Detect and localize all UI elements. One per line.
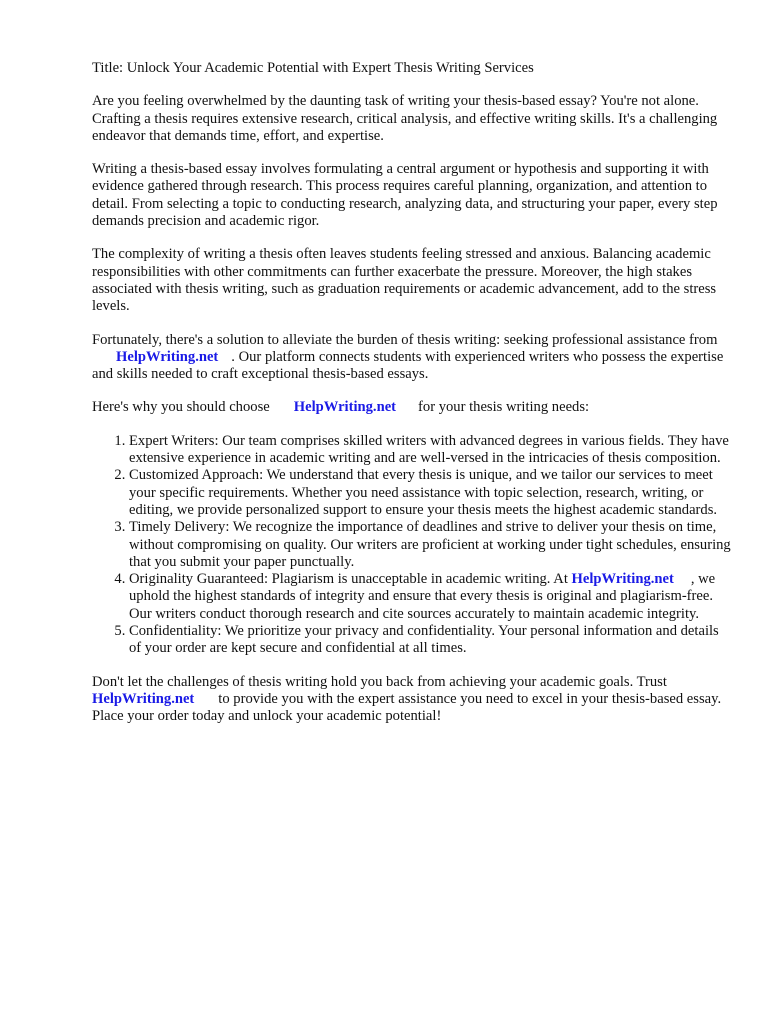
originality-end: , we uphold the highest standards of integrity and ensure that every thesis is original and plagiarism-free. Our writers conduct thorough research and cite sources accurately to maintain academic integrity. [129, 571, 716, 622]
paragraph-why-start: Here's why you should choose [92, 399, 270, 416]
reasons-list [92, 433, 732, 658]
list-item-confidentiality: 5. Confidentiality: We prioritize your privacy and confidentiality. Your personal information and details of your order are kept secure and confidential at all times. [129, 623, 732, 658]
paragraph-why-choose [92, 399, 732, 416]
document-page [92, 60, 732, 742]
originality-start: Originality Guaranteed: Plagiarism is unacceptable in academic writing. At [129, 571, 568, 588]
paragraph-solution [92, 332, 732, 384]
helpwriting-link-4[interactable]: HelpWriting.net [92, 690, 195, 707]
list-item-originality [129, 571, 732, 623]
paragraph-intro: Are you feeling overwhelmed by the daunting task of writing your thesis-based essay? You're not alone. Crafting a thesis requires extensive research, critical analysis, and effective writing skills. It's a challenging endeavor that demands time, effort, and expertise. [92, 93, 718, 144]
paragraph-process: Writing a thesis-based essay involves formulating a central argument or hypothesis and supporting it with evidence gathered through research. This process requires careful planning, organization, and attention to detail. From selecting a topic to conducting research, analyzing data, and structuring your paper, every step demands precision and academic rigor. [92, 161, 718, 230]
closing-end: to provide you with the expert assistance you need to excel in your thesis-based essay. Place your order today and unlock your academic potential! [92, 690, 722, 725]
list-item-customized-approach: 2. Customized Approach: We understand that every thesis is unique, and we tailor our services to meet your specific requirements. Whether you need assistance with topic selection, research, writing, or editing, we provide personalized support to ensure your thesis meets the highest academic standards. [129, 467, 732, 519]
helpwriting-link-1[interactable]: HelpWriting.net [116, 348, 219, 365]
list-item-expert-writers: 1. Expert Writers: Our team comprises skilled writers with advanced degrees in various fields. They have extensive experience in academic writing and are well-versed in the intricacies of thesis composition. [129, 433, 732, 468]
paragraph-why-end: for your thesis writing needs: [418, 399, 590, 416]
list-item-timely-delivery: 3. Timely Delivery: We recognize the importance of deadlines and strive to deliver your thesis on time, without compromising on quality. Our writers are proficient at working under tight schedules, ensuring that you submit your paper punctually. [129, 519, 732, 571]
helpwriting-link-3[interactable]: HelpWriting.net [571, 571, 674, 588]
paragraph-closing [92, 674, 732, 726]
closing-start: Don't let the challenges of thesis writing hold you back from achieving your academic goals. Trust [92, 673, 667, 690]
paragraph-solution-end: . Our platform connects students with experienced writers who possess the expertise and skills needed to craft exceptional thesis-based essays. [92, 348, 724, 383]
document-title: Title: Unlock Your Academic Potential with Expert Thesis Writing Services [92, 60, 534, 76]
paragraph-solution-start: Fortunately, there's a solution to alleviate the burden of thesis writing: seeking professional assistance from [92, 331, 718, 348]
helpwriting-link-2[interactable]: HelpWriting.net [293, 399, 397, 416]
paragraph-complexity: The complexity of writing a thesis often leaves students feeling stressed and anxious. Balancing academic responsibilities with other commitments can further exacerbate the pressure. Moreover, the high stakes associated with thesis writing, such as graduation requirements or academic advancement, add to the stress levels. [92, 246, 717, 315]
